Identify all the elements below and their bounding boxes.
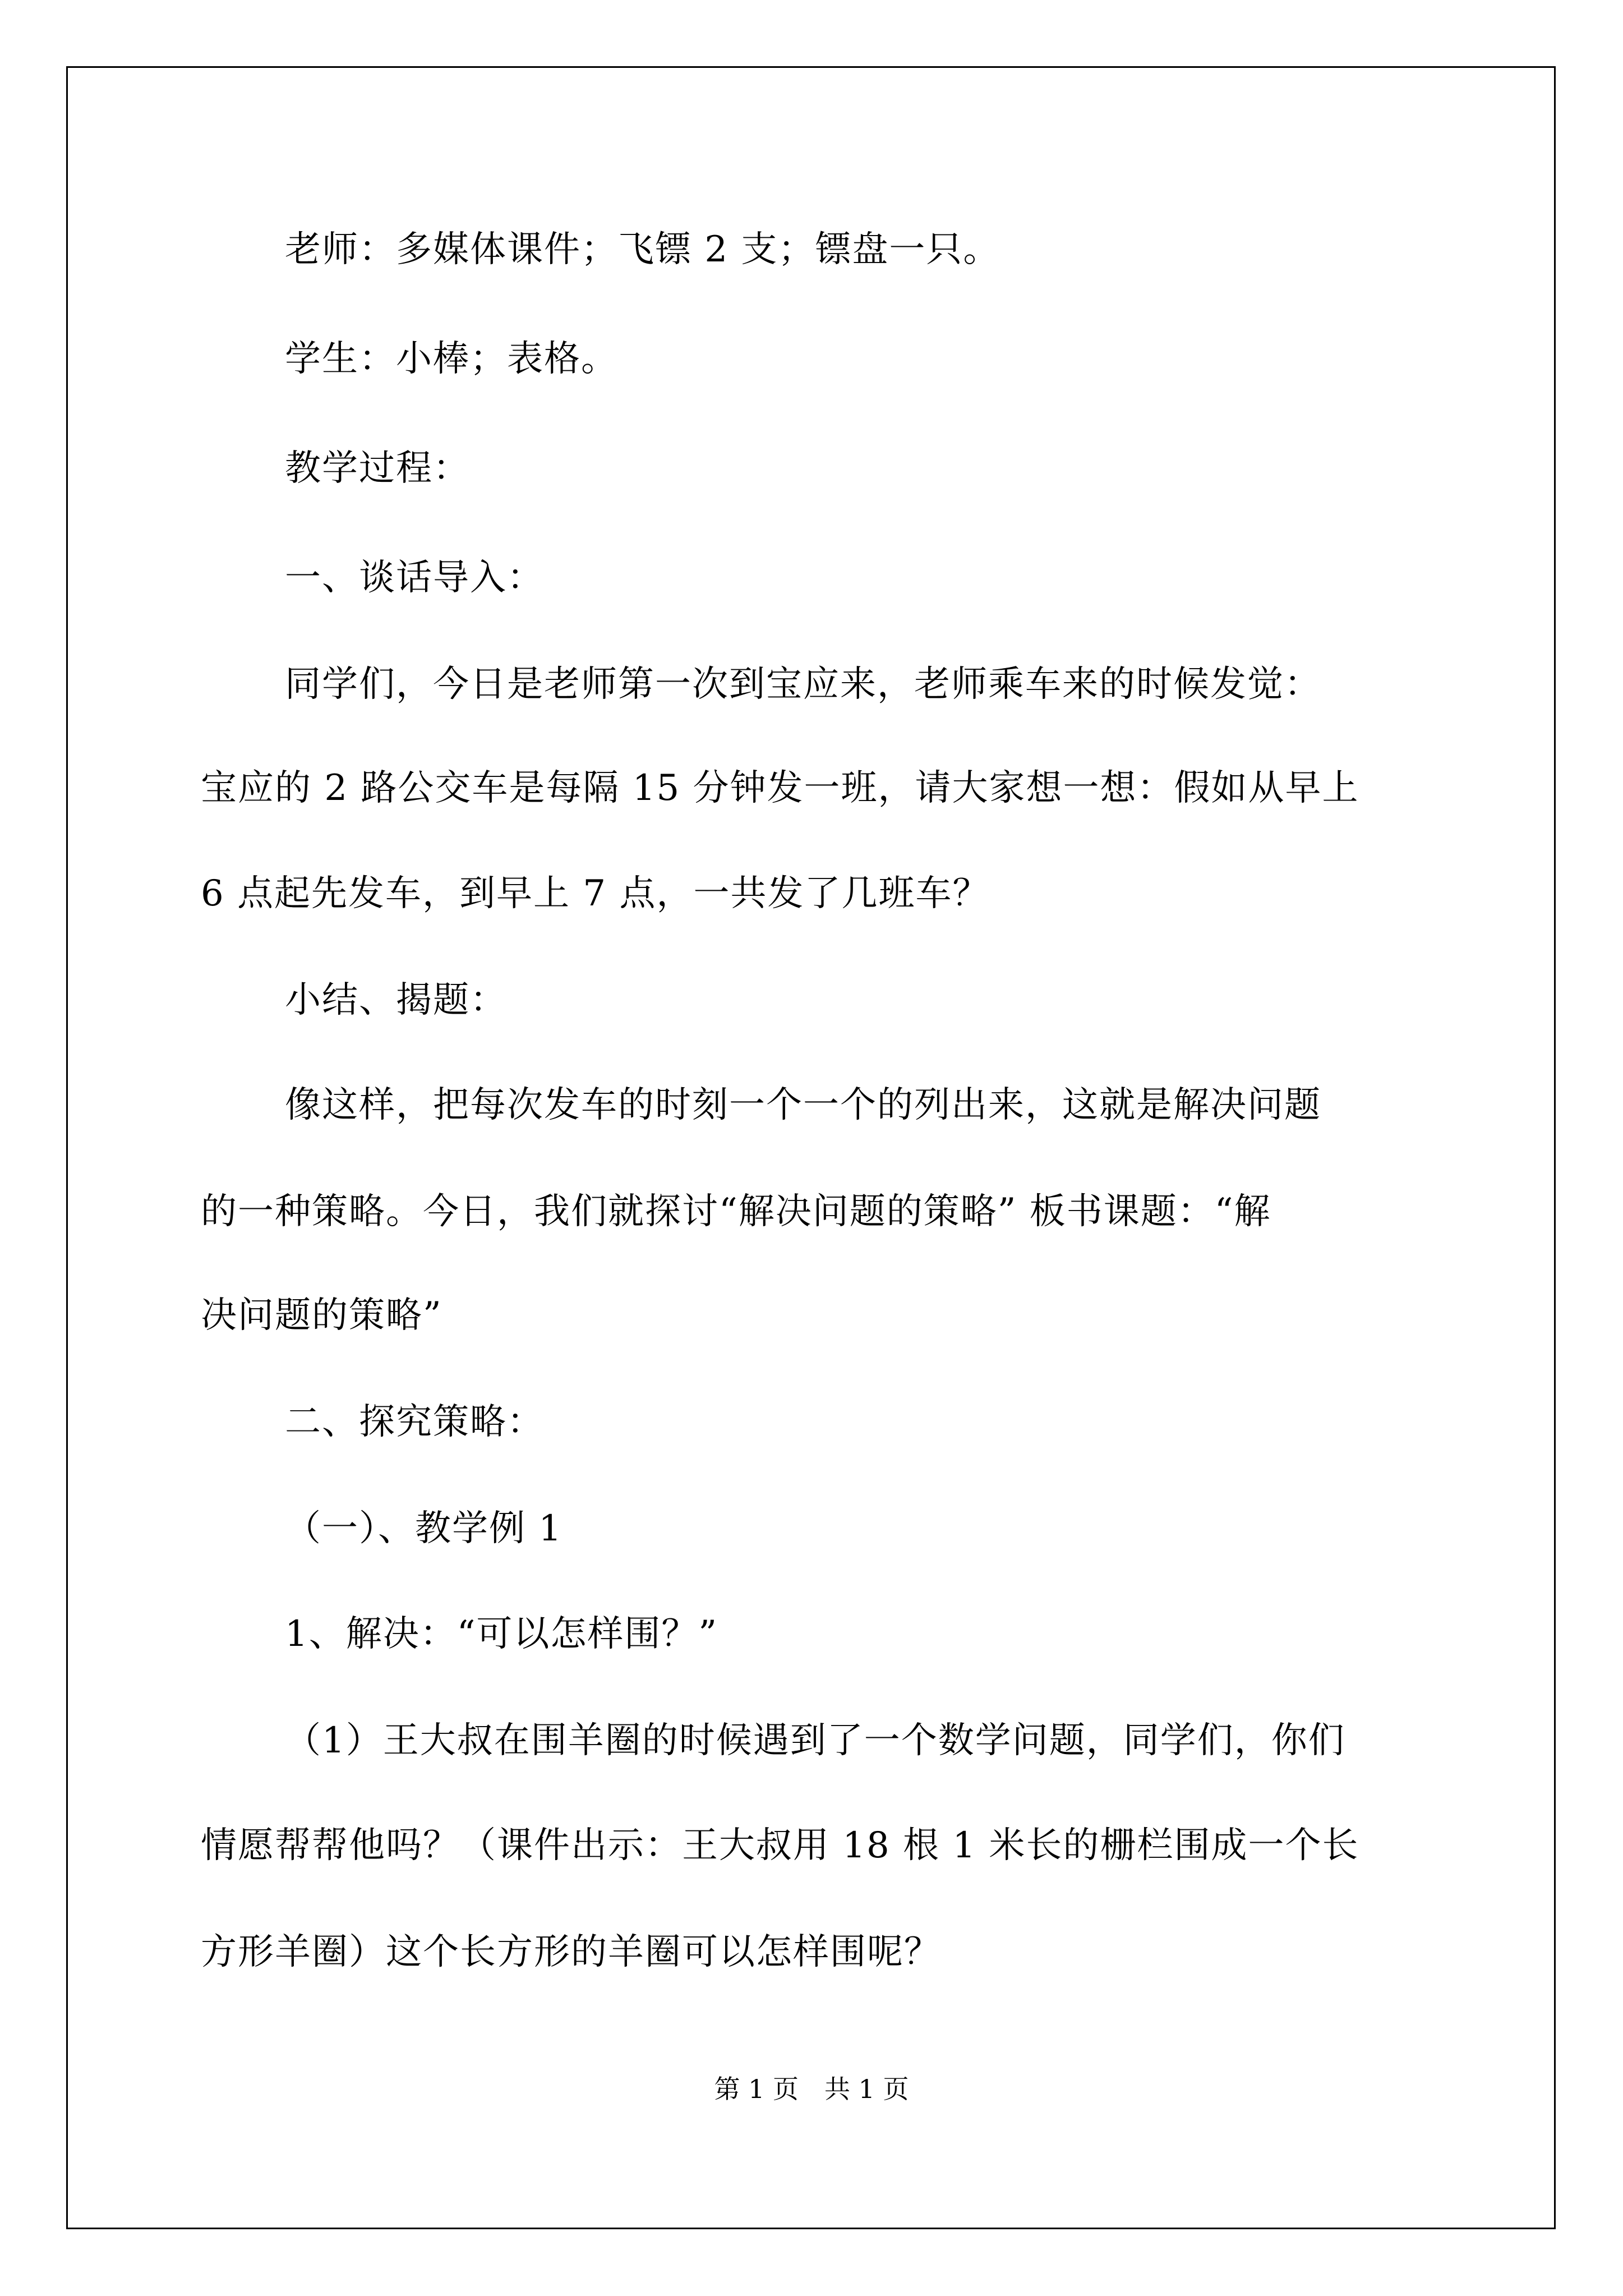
line-summary-3: 决问题的策略” [201,1295,442,1336]
line-problem-2: 情愿帮帮他吗？（课件出示：王大叔用 18 根 1 米长的栅栏围成一个长 [201,1825,1359,1866]
line-problem-1: （1）王大叔在围羊圈的时候遇到了一个数学问题，同学们，你们 [285,1720,1345,1761]
line-summary-2: 的一种策略。今日，我们就探讨“解决问题的策略” 板书课题：“解 [201,1191,1271,1232]
line-materials-student: 学生：小棒；表格。 [285,338,618,380]
line-summary-1: 像这样，把每次发车的时刻一个一个的列出来，这就是解决问题 [285,1084,1321,1126]
line-intro-2: 宝应的 2 路公交车是每隔 15 分钟发一班，请大家想一想：假如从早上 [201,767,1359,809]
line-intro-1: 同学们，今日是老师第一次到宝应来，老师乘车来的时候发觉： [285,664,1321,705]
line-process-heading: 教学过程： [285,448,470,489]
line-example-heading: （一）、教学例 1 [285,1508,563,1549]
page-border [66,66,1556,2229]
line-section-one: 一、谈话导入： [285,557,544,599]
page-footer: 第 1 页 共 1 页 [714,2074,909,2104]
line-materials-teacher: 老师：多媒体课件；飞镖 2 支；镖盘一只。 [285,229,1000,270]
line-summary-heading: 小结、揭题： [285,979,507,1021]
line-solve-heading: 1、解决：“可以怎样围？” [285,1613,718,1655]
line-problem-3: 方形羊圈）这个长方形的羊圈可以怎样围呢？ [201,1931,941,1973]
line-section-two: 二、探究策略： [285,1401,544,1443]
line-intro-3: 6 点起先发车，到早上 7 点，一共发了几班车？ [201,873,990,914]
